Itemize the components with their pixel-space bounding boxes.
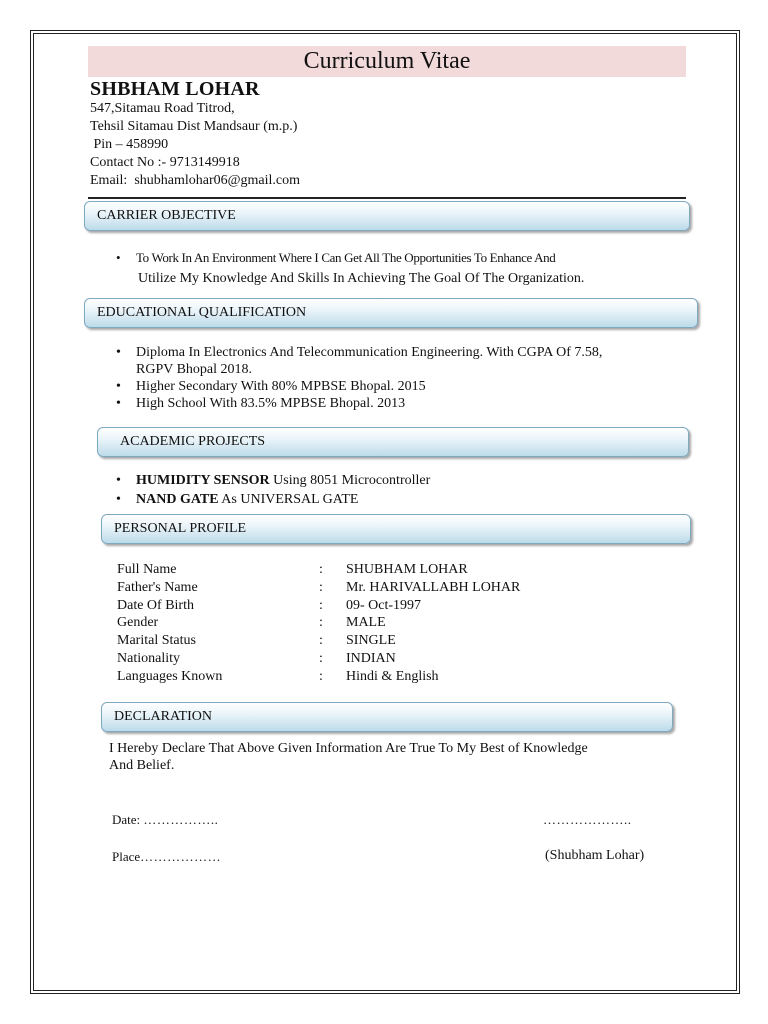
pin-code: Pin – 458990 [90, 137, 169, 152]
education-item-text: High School With 83.5% MPBSE Bhopal. 2013 [136, 396, 406, 411]
profile-value: INDIAN [346, 650, 396, 666]
profile-label: Father's Name [117, 579, 198, 595]
profile-separator: : [319, 562, 323, 577]
profile-label: Nationality [117, 650, 180, 666]
place-field [112, 849, 221, 865]
profile-value: Mr. HARIVALLABH LOHAR [346, 579, 521, 595]
section-header-objective: CARRIER OBJECTIVE [84, 201, 690, 231]
date-dots: …………….. [143, 812, 219, 827]
document-title: Curriculum Vitae [88, 46, 686, 77]
bullet-icon: • [116, 250, 121, 265]
address-line-2: Tehsil Sitamau Dist Mandsaur (m.p.) [90, 119, 298, 134]
date-label: Date: [112, 812, 144, 827]
header-divider [88, 197, 686, 199]
profile-value: MALE [346, 615, 386, 631]
profile-separator: : [319, 668, 323, 684]
objective-line-2: Utilize My Knowledge And Skills In Achieving The Goal Of The Organization. [138, 271, 585, 286]
place-dots: ……………… [140, 849, 222, 864]
profile-label: Gender [117, 615, 159, 631]
profile-label: Languages Known [117, 668, 223, 684]
section-header-declaration: DECLARATION [101, 702, 673, 732]
date-field [112, 812, 218, 828]
project-detail: As UNIVERSAL GATE [218, 492, 359, 507]
place-label: Place [112, 849, 141, 864]
email-address: Email: shubhamlohar06@gmail.com [90, 173, 301, 188]
project-name: NAND GATE [136, 492, 219, 507]
project-detail: Using 8051 Microcontroller [269, 473, 431, 488]
declaration-text [109, 740, 649, 774]
address-line-1: 547,Sitamau Road Titrod, [90, 101, 235, 116]
objective-list [110, 249, 650, 287]
profile-separator: : [319, 597, 323, 613]
section-header-profile: PERSONAL PROFILE [101, 514, 691, 544]
list-item [110, 490, 670, 509]
projects-list [110, 471, 670, 509]
education-list [110, 344, 670, 412]
profile-value: SINGLE [346, 633, 396, 649]
section-header-education: EDUCATIONAL QUALIFICATION [84, 298, 698, 328]
education-item-text: Higher Secondary With 80% MPBSE Bhopal. 2015 [136, 379, 426, 394]
list-item [110, 395, 670, 412]
signature-dots: ……………….. [543, 812, 632, 827]
section-header-projects: ACADEMIC PROJECTS [97, 427, 689, 457]
profile-label: Date Of Birth [117, 597, 194, 613]
profile-value: 09- Oct-1997 [346, 597, 422, 613]
bullet-icon: • [116, 345, 121, 360]
education-item-text: Diploma In Electronics And Telecommunication Engineering. With CGPA Of 7.58, [136, 345, 603, 360]
education-item-text: RGPV Bhopal 2018. [136, 362, 253, 377]
declaration-line-2: And Belief. [109, 758, 175, 773]
profile-value: Hindi & English [346, 668, 439, 684]
list-item [110, 344, 670, 378]
project-name: HUMIDITY SENSOR [136, 473, 270, 488]
declaration-line-1: I Hereby Declare That Above Given Information Are True To My Best of Knowledge [109, 741, 588, 756]
contact-number: Contact No :- 9713149918 [90, 155, 240, 170]
profile-label: Full Name [117, 562, 177, 577]
profile-separator: : [319, 579, 323, 595]
list-item [110, 249, 650, 266]
contact-block [90, 100, 300, 190]
bullet-icon: • [116, 379, 121, 394]
list-item [110, 471, 670, 490]
profile-separator: : [319, 615, 323, 631]
profile-value: SHUBHAM LOHAR [346, 562, 468, 577]
profile-separator: : [319, 650, 323, 666]
objective-line-1: To Work In An Environment Where I Can Get All The Opportunities To Enhance And [136, 250, 556, 265]
bullet-icon: • [116, 473, 121, 488]
bullet-icon: • [116, 396, 121, 411]
candidate-name: SHBHAM LOHAR [90, 78, 260, 100]
profile-label: Marital Status [117, 633, 196, 649]
signee-name: (Shubham Lohar) [545, 848, 645, 863]
profile-separator: : [319, 633, 323, 649]
signature-line [543, 812, 632, 828]
bullet-icon: • [116, 492, 121, 507]
list-item [110, 378, 670, 395]
